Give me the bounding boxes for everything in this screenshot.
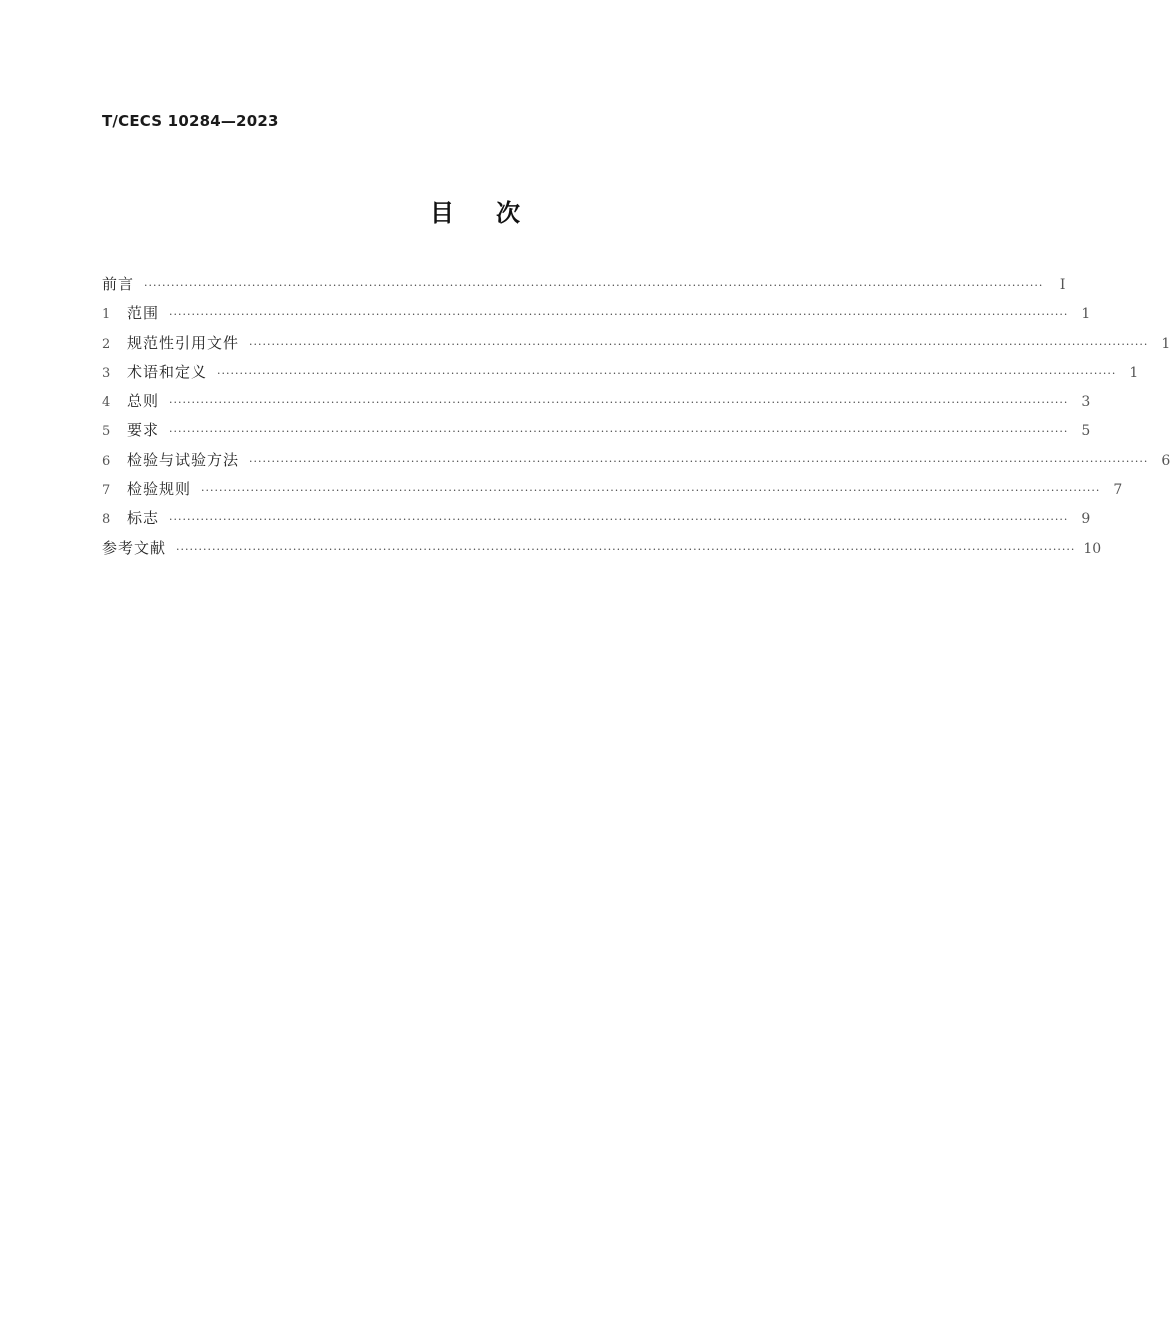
toc-entry-number: 8 <box>102 512 111 528</box>
toc-entry-label: 检验与试验方法 <box>127 450 240 469</box>
toc-entry-label: 范围 <box>127 304 160 323</box>
toc-entry[interactable] <box>102 534 1102 563</box>
toc-entry-label: 总则 <box>127 392 160 411</box>
toc-entry[interactable] <box>102 504 1091 533</box>
toc-entry-page: 9 <box>1081 511 1091 528</box>
document-code: T/CECS 10284—2023 <box>102 112 279 130</box>
toc-entry-page: 10 <box>1083 540 1102 557</box>
toc-entry-label: 前言 <box>102 275 135 293</box>
toc-entry-page: 1 <box>1129 364 1139 381</box>
toc-dot-leader: ········································································································································································································ <box>176 542 1076 556</box>
toc-entry[interactable] <box>102 446 1170 475</box>
toc-entry-number: 2 <box>102 336 111 352</box>
toc-entry[interactable] <box>102 270 1066 299</box>
toc-entry[interactable] <box>102 329 1170 358</box>
toc-entry-number: 5 <box>102 424 111 440</box>
toc-dot-leader: ········································································································································································································ <box>144 279 1044 292</box>
table-of-contents <box>102 270 1170 563</box>
toc-entry-page: 3 <box>1081 394 1091 411</box>
toc-entry[interactable] <box>102 475 1123 504</box>
toc-entry-label: 标志 <box>127 509 160 528</box>
toc-entry-page: I <box>1059 277 1066 293</box>
toc-entry-page: 1 <box>1081 306 1091 323</box>
toc-entry-page: 5 <box>1081 423 1091 440</box>
toc-entry-page: 7 <box>1113 482 1123 499</box>
toc-entry-page: 1 <box>1161 335 1170 352</box>
toc-dot-leader: ········································································································································································································ <box>169 396 1069 410</box>
toc-entry[interactable] <box>102 299 1091 328</box>
toc-entry-number: 6 <box>102 453 111 469</box>
toc-entry-number: 4 <box>102 395 111 411</box>
toc-entry-number: 3 <box>102 365 111 381</box>
toc-dot-leader: ········································································································································································································ <box>249 337 1149 351</box>
toc-dot-leader: ········································································································································································································ <box>249 454 1149 468</box>
toc-dot-leader: ········································································································································································································ <box>201 484 1101 498</box>
toc-entry-label: 规范性引用文件 <box>127 333 240 352</box>
toc-entry[interactable] <box>102 387 1091 416</box>
toc-dot-leader: ········································································································································································································ <box>169 425 1069 439</box>
toc-entry-label: 术语和定义 <box>127 362 208 381</box>
toc-dot-leader: ········································································································································································································ <box>169 308 1069 322</box>
toc-entry-number: 7 <box>102 483 111 499</box>
toc-dot-leader: ········································································································································································································ <box>217 366 1117 380</box>
toc-entry-label: 参考文献 <box>102 538 167 557</box>
toc-entry-label: 要求 <box>127 421 160 440</box>
toc-entry-number: 1 <box>102 307 111 323</box>
toc-entry[interactable] <box>102 416 1091 445</box>
toc-entry-page: 6 <box>1161 452 1170 469</box>
toc-entry-label: 检验规则 <box>127 480 192 499</box>
toc-entry[interactable] <box>102 358 1139 387</box>
toc-title: 目次 <box>430 199 562 227</box>
toc-dot-leader: ········································································································································································································ <box>169 513 1069 527</box>
